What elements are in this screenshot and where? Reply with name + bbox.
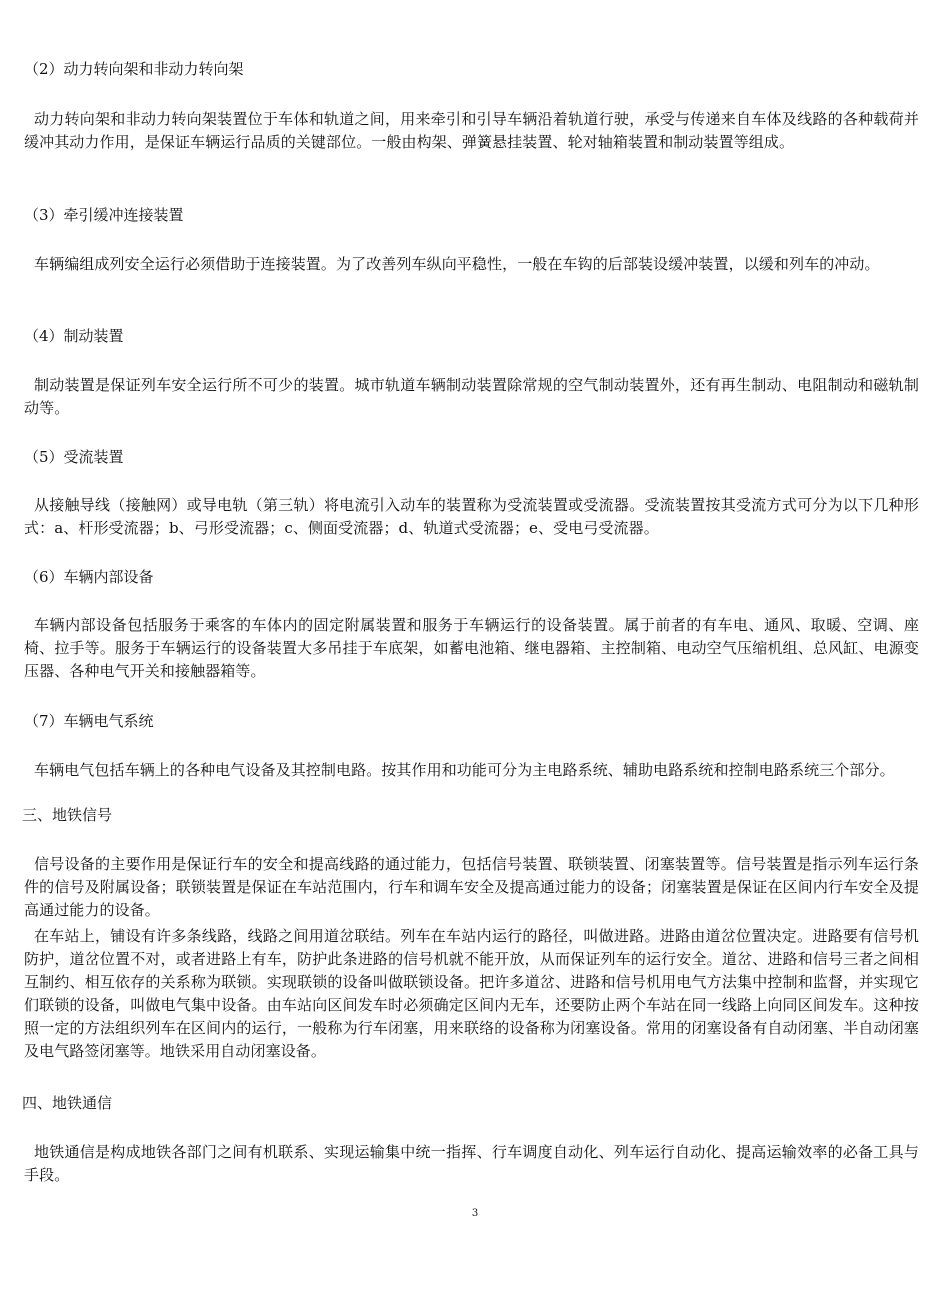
paragraph-signal-1: 信号设备的主要作用是保证行车的安全和提高线路的通过能力，包括信号装置、联锁装置、闭塞装置等。信号装置是指示列车运行条件的信号及附属设备；联锁装置是保证在车站范围内，行车和调车安全及提高通过能力的设备；闭塞装置是保证在区间内行车安全及提高通过能力的设备。 bbox=[24, 855, 919, 919]
page-number: 3 bbox=[471, 1208, 479, 1219]
paragraph-signal-2: 在车站上，铺设有许多条线路，线路之间用道岔联结。列车在车站内运行的路径，叫做进路。进路由道岔位置决定。进路要有信号机防护，道岔位置不对，或者进路上有车，防护此条进路的信号机就不能开放，从而保证列车的运行安全。道岔、进路和信号三者之间相互制约、相互依存的关系称为联锁。实现联锁的设备叫做联锁设备。把许多道岔、进路和信号机用电气方法集中控制和监督，并实现它们联锁的设备，叫做电气集中设备。由车站向区间发车时必须确定区间内无车，还要防止两个车站在同一线路上向同区间发车。这种按照一定的方法组织列车在区间内的运行，一般称为行车闭塞，用来联络的设备称为闭塞设备。常用的闭塞设备有自动闭塞、半自动闭塞及电气路签闭塞等。地铁采用自动闭塞设备。 bbox=[24, 927, 919, 1060]
section-title-communication: 四、地铁通信 bbox=[22, 1094, 113, 1112]
heading-current-collector: （5）受流装置 bbox=[24, 448, 124, 466]
paragraph-coupler: 车辆编组成列安全运行必须借助于连接装置。为了改善列车纵向平稳性，一般在车钩的后部装设缓冲装置，以缓和列车的冲动。 bbox=[34, 255, 880, 273]
paragraph-communication: 地铁通信是构成地铁各部门之间有机联系、实现运输集中统一指挥、行车调度自动化、列车运行自动化、提高运输效率的必备工具与手段。 bbox=[24, 1143, 919, 1184]
paragraph-brake: 制动装置是保证列车安全运行所不可少的装置。城市轨道车辆制动装置除常规的空气制动装置外，还有再生制动、电阻制动和磁轨制动等。 bbox=[24, 376, 919, 417]
heading-interior-equipment: （6）车辆内部设备 bbox=[24, 568, 154, 586]
paragraph-interior-equipment: 车辆内部设备包括服务于乘客的车体内的固定附属装置和服务于车辆运行的设备装置。属于前者的有车电、通风、取暖、空调、座椅、拉手等。服务于车辆运行的设备装置大多吊挂于车底架，如蓄电池箱、继电器箱、主控制箱、电动空气压缩机组、总风缸、电源变压器、各种电气开关和接触器箱等。 bbox=[24, 616, 919, 680]
section-title-signal: 三、地铁信号 bbox=[22, 806, 113, 824]
heading-electrical-system: （7）车辆电气系统 bbox=[24, 712, 154, 730]
paragraph-bogie: 动力转向架和非动力转向架装置位于车体和轨道之间，用来牵引和引导车辆沿着轨道行驶，承受与传递来自车体及线路的各种载荷并缓冲其动力作用，是保证车辆运行品质的关键部位。一般由构架、弹簧悬挂装置、轮对轴箱装置和制动装置等组成。 bbox=[24, 110, 919, 151]
paragraph-current-collector: 从接触导线（接触网）或导电轨（第三轨）将电流引入动车的装置称为受流装置或受流器。受流装置按其受流方式可分为以下几种形式：a、杆形受流器；b、弓形受流器；c、侧面受流器；d、轨道式受流器；e、受电弓受流器。 bbox=[24, 496, 919, 537]
heading-coupler: （3）牵引缓冲连接装置 bbox=[24, 206, 184, 224]
paragraph-electrical-system: 车辆电气包括车辆上的各种电气设备及其控制电路。按其作用和功能可分为主电路系统、辅助电路系统和控制电路系统三个部分。 bbox=[34, 761, 895, 779]
heading-bogie: （2）动力转向架和非动力转向架 bbox=[24, 60, 244, 78]
heading-brake: （4）制动装置 bbox=[24, 327, 124, 345]
